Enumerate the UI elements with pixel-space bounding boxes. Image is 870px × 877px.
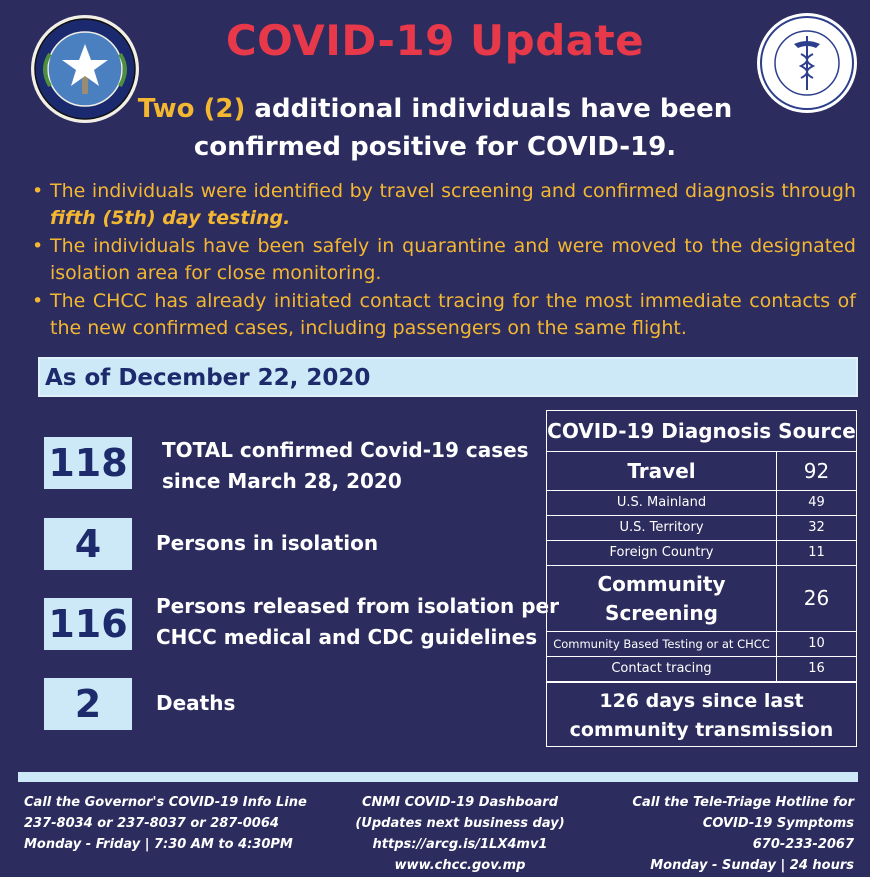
community-screening-label: Community Screening <box>597 572 726 625</box>
travel-label: Travel <box>627 459 696 483</box>
table-row <box>547 451 856 490</box>
diagnosis-table-title: COVID-19 Diagnosis Source <box>547 419 856 443</box>
row-value: 11 <box>776 541 856 565</box>
page-title: COVID-19 Update <box>225 16 645 65</box>
released-value: 116 <box>44 598 132 650</box>
isolation-value: 4 <box>44 518 132 570</box>
deaths-value: 2 <box>44 678 132 730</box>
isolation-label: Persons in isolation <box>156 531 379 555</box>
headline-highlight: Two (2) <box>137 94 246 124</box>
as-of-date-banner: As of December 22, 2020 <box>38 357 858 397</box>
row-label: Contact tracing <box>611 661 712 676</box>
travel-value: 92 <box>776 452 856 490</box>
released-label: Persons released from isolation per CHCC medical and CDC guidelines <box>156 594 559 649</box>
table-row <box>547 490 856 515</box>
table-row <box>547 565 856 631</box>
row-value: 49 <box>776 491 856 515</box>
footer-divider <box>18 772 858 782</box>
dashboard-link[interactable]: https://arcg.is/1LX4mv1 <box>372 837 548 852</box>
headline-rest: additional individuals have been confirmed positive for COVID-19. <box>193 94 733 162</box>
row-label: Foreign Country <box>609 545 714 560</box>
row-label: U.S. Territory <box>619 520 704 535</box>
table-row <box>547 681 856 746</box>
bullet-item: • The individuals were identified by travel screening and confirmed diagnosis through fifth (5th) day testing. <box>30 178 856 232</box>
diagnosis-source-table <box>546 410 857 747</box>
row-value: 32 <box>776 516 856 540</box>
table-row <box>547 515 856 540</box>
footer-triage-hotline: Call the Tele-Triage Hotline for COVID-19 Symptoms 670-233-2067 Monday - Sunday | 24 hours <box>632 795 854 873</box>
bullet-item: • The CHCC has already initiated contact tracing for the most immediate contacts of the new confirmed cases, including passengers on the same flight. <box>30 288 856 342</box>
table-row <box>547 656 856 681</box>
headline <box>120 90 750 166</box>
row-label: U.S. Mainland <box>616 495 707 510</box>
row-value: 10 <box>776 632 856 656</box>
footer-dashboard: CNMI COVID-19 Dashboard (Updates next business day) https://arcg.is/1LX4mv1 www.chcc.gov.mp <box>345 792 575 876</box>
days-since-transmission: 126 days since last community transmission <box>569 690 834 741</box>
table-row <box>547 631 856 656</box>
deaths-label: Deaths <box>156 691 236 715</box>
total-cases-label: TOTAL confirmed Covid-19 cases since March 28, 2020 <box>162 438 529 493</box>
bullet-list <box>30 178 856 343</box>
bullet-item: • The individuals have been safely in quarantine and were moved to the designated isolation area for close monitoring. <box>30 233 856 287</box>
row-label: Community Based Testing or at CHCC <box>553 637 770 651</box>
table-row <box>547 540 856 565</box>
website-link[interactable]: www.chcc.gov.mp <box>394 858 526 873</box>
row-value: 16 <box>776 657 856 681</box>
total-cases-value: 118 <box>44 437 132 489</box>
footer-info-line: Call the Governor's COVID-19 Info Line 237-8034 or 237-8037 or 287-0064 Monday - Friday | 7:30 AM to 4:30PM <box>24 795 307 852</box>
community-screening-value: 26 <box>776 566 856 631</box>
